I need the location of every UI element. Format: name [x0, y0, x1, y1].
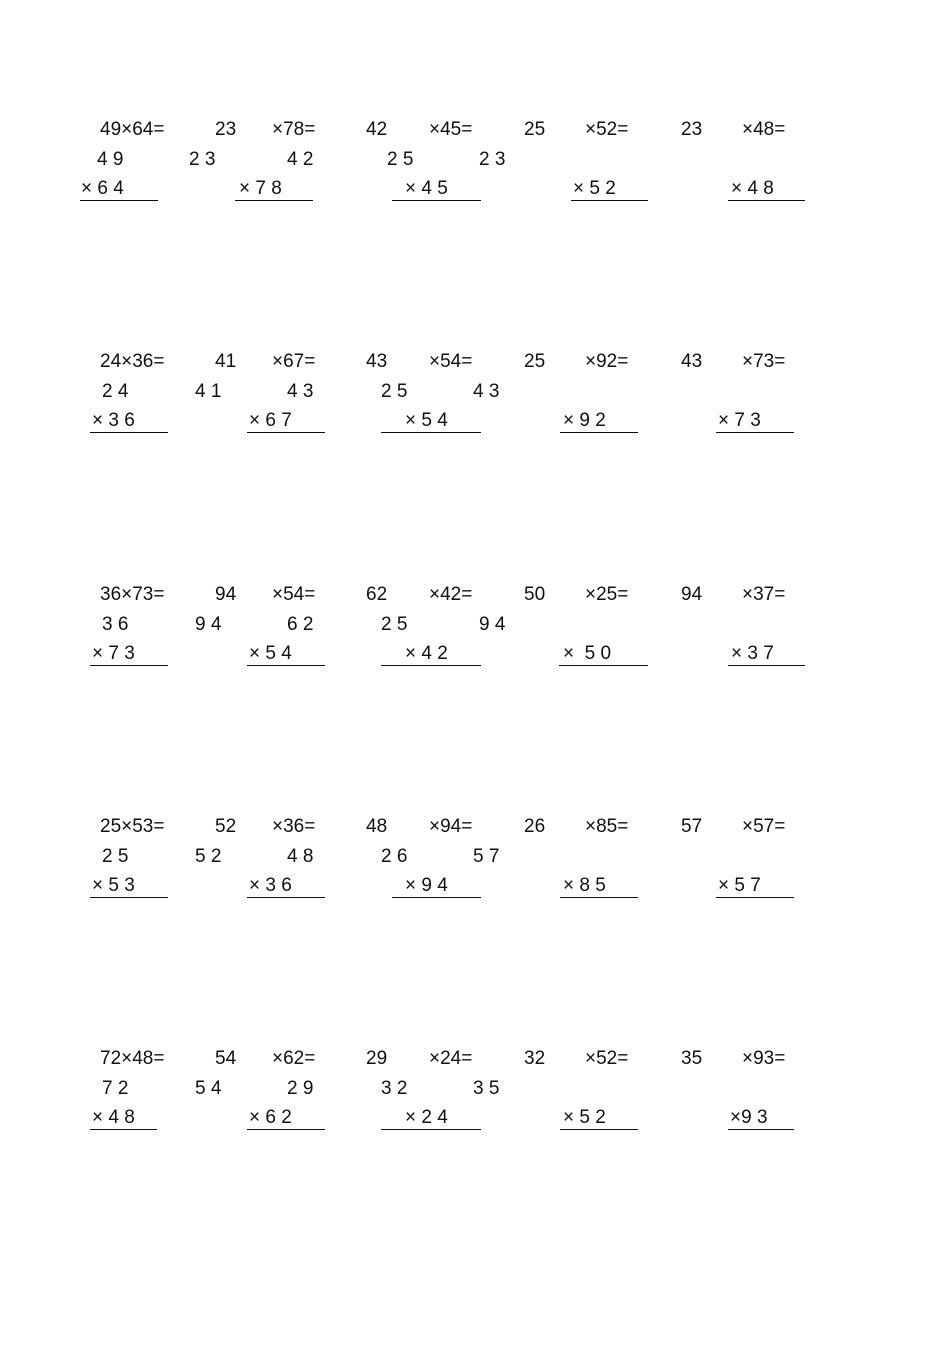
vertical-bottom-multiplier: × 4 5 [405, 178, 448, 199]
header-multiplier: ×54= [272, 584, 316, 605]
answer-underline [235, 200, 313, 201]
header-number: 62 [366, 584, 388, 605]
answer-underline [716, 897, 794, 898]
header-number: 50 [524, 584, 546, 605]
vertical-top-number: 3 2 [381, 1078, 408, 1099]
vertical-top-number: 5 7 [473, 846, 500, 867]
vertical-bottom-multiplier: × 4 2 [405, 643, 448, 664]
answer-underline [559, 665, 648, 666]
header-number: 42 [366, 119, 388, 140]
header-multiplier: ×94= [429, 816, 473, 837]
header-number: 23 [681, 119, 703, 140]
header-problem-1: 36×73= [100, 584, 165, 605]
vertical-top-number: 2 3 [479, 149, 506, 170]
vertical-bottom-multiplier: × 6 7 [249, 410, 292, 431]
problem-block [0, 1048, 950, 1158]
header-multiplier: ×24= [429, 1048, 473, 1069]
vertical-top-number: 2 5 [381, 381, 408, 402]
answer-underline [560, 1129, 638, 1130]
header-problem-1: 24×36= [100, 351, 165, 372]
vertical-bottom-multiplier: × 3 7 [731, 643, 774, 664]
header-multiplier: ×67= [272, 351, 316, 372]
answer-underline [716, 432, 794, 433]
vertical-top-number: 6 2 [287, 614, 314, 635]
vertical-top-number: 5 2 [195, 846, 222, 867]
vertical-bottom-multiplier: × 4 8 [92, 1107, 135, 1128]
vertical-top-number: 2 3 [189, 149, 216, 170]
header-number: 48 [366, 816, 388, 837]
vertical-top-number: 2 5 [102, 846, 129, 867]
vertical-top-number: 2 9 [287, 1078, 314, 1099]
vertical-bottom-multiplier: × 5 4 [249, 643, 292, 664]
header-number: 29 [366, 1048, 388, 1069]
header-number: 54 [215, 1048, 237, 1069]
header-multiplier: ×85= [585, 816, 629, 837]
answer-underline [90, 1129, 157, 1130]
header-number: 26 [524, 816, 546, 837]
vertical-bottom-multiplier: ×9 3 [730, 1107, 768, 1128]
answer-underline [392, 200, 481, 201]
vertical-top-number: 4 1 [195, 381, 222, 402]
header-multiplier: ×92= [585, 351, 629, 372]
vertical-top-number: 3 6 [102, 614, 129, 635]
header-multiplier: ×52= [585, 119, 629, 140]
vertical-bottom-multiplier: × 9 2 [563, 410, 606, 431]
answer-underline [728, 200, 805, 201]
vertical-top-number: 4 2 [287, 149, 314, 170]
header-multiplier: ×52= [585, 1048, 629, 1069]
vertical-bottom-multiplier: × 2 4 [405, 1107, 448, 1128]
vertical-bottom-multiplier: × 5 2 [573, 178, 616, 199]
answer-underline [247, 1129, 325, 1130]
vertical-bottom-multiplier: × 5 3 [92, 875, 135, 896]
answer-underline [381, 1129, 481, 1130]
header-number: 25 [524, 351, 546, 372]
header-multiplier: ×57= [742, 816, 786, 837]
answer-underline [247, 665, 325, 666]
header-problem-1: 72×48= [100, 1048, 165, 1069]
header-multiplier: ×73= [742, 351, 786, 372]
answer-underline [392, 897, 481, 898]
answer-underline [560, 432, 638, 433]
answer-underline [90, 897, 168, 898]
answer-underline [381, 665, 481, 666]
header-number: 32 [524, 1048, 546, 1069]
vertical-top-number: 2 6 [381, 846, 408, 867]
vertical-top-number: 9 4 [195, 614, 222, 635]
vertical-top-number: 3 5 [473, 1078, 500, 1099]
vertical-top-number: 2 5 [387, 149, 414, 170]
vertical-top-number: 4 9 [97, 149, 124, 170]
header-number: 57 [681, 816, 703, 837]
vertical-bottom-multiplier: × 5 7 [718, 875, 761, 896]
vertical-bottom-multiplier: × 3 6 [249, 875, 292, 896]
vertical-bottom-multiplier: × 5 0 [563, 643, 612, 664]
header-number: 25 [524, 119, 546, 140]
vertical-bottom-multiplier: × 5 4 [405, 410, 448, 431]
header-multiplier: ×45= [429, 119, 473, 140]
answer-underline [247, 432, 325, 433]
header-problem-1: 49×64= [100, 119, 165, 140]
answer-underline [247, 897, 325, 898]
header-number: 94 [215, 584, 237, 605]
vertical-top-number: 4 3 [473, 381, 500, 402]
answer-underline [90, 665, 168, 666]
vertical-top-number: 5 4 [195, 1078, 222, 1099]
header-multiplier: ×93= [742, 1048, 786, 1069]
header-multiplier: ×54= [429, 351, 473, 372]
header-multiplier: ×36= [272, 816, 316, 837]
header-number: 43 [366, 351, 388, 372]
answer-underline [728, 665, 805, 666]
vertical-bottom-multiplier: × 7 3 [92, 643, 135, 664]
header-number: 52 [215, 816, 237, 837]
vertical-bottom-multiplier: × 5 2 [563, 1107, 606, 1128]
header-multiplier: ×48= [742, 119, 786, 140]
vertical-top-number: 7 2 [102, 1078, 129, 1099]
header-number: 23 [215, 119, 237, 140]
vertical-top-number: 2 4 [102, 381, 129, 402]
answer-underline [90, 432, 168, 433]
vertical-bottom-multiplier: × 4 8 [731, 178, 774, 199]
vertical-bottom-multiplier: × 9 4 [405, 875, 448, 896]
header-number: 94 [681, 584, 703, 605]
header-number: 41 [215, 351, 237, 372]
problem-block [0, 351, 950, 461]
answer-underline [381, 432, 481, 433]
answer-underline [728, 1129, 794, 1130]
vertical-bottom-multiplier: × 8 5 [563, 875, 606, 896]
vertical-top-number: 9 4 [479, 614, 506, 635]
vertical-bottom-multiplier: × 6 4 [81, 178, 124, 199]
header-number: 35 [681, 1048, 703, 1069]
header-multiplier: ×78= [272, 119, 316, 140]
answer-underline [560, 897, 638, 898]
header-number: 43 [681, 351, 703, 372]
header-multiplier: ×25= [585, 584, 629, 605]
vertical-top-number: 4 3 [287, 381, 314, 402]
answer-underline [80, 200, 158, 201]
problem-block [0, 584, 950, 694]
header-multiplier: ×42= [429, 584, 473, 605]
header-multiplier: ×37= [742, 584, 786, 605]
vertical-bottom-multiplier: × 6 2 [249, 1107, 292, 1128]
vertical-top-number: 4 8 [287, 846, 314, 867]
vertical-top-number: 2 5 [381, 614, 408, 635]
problem-block [0, 119, 950, 229]
vertical-bottom-multiplier: × 7 3 [718, 410, 761, 431]
header-problem-1: 25×53= [100, 816, 165, 837]
answer-underline [571, 200, 648, 201]
problem-block [0, 816, 950, 926]
vertical-bottom-multiplier: × 3 6 [92, 410, 135, 431]
header-multiplier: ×62= [272, 1048, 316, 1069]
vertical-bottom-multiplier: × 7 8 [239, 178, 282, 199]
